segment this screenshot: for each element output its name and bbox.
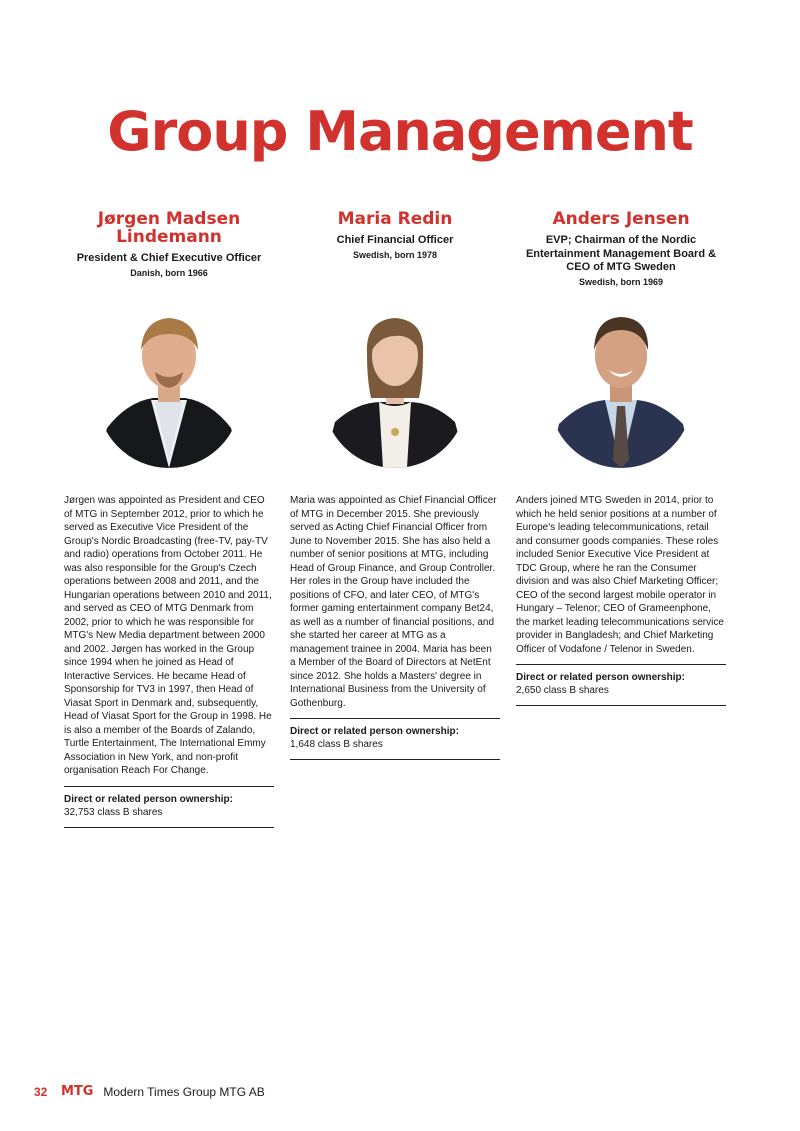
mtg-logo [61,1083,95,1102]
ownership-value: 2,650 class B shares [516,685,609,696]
ownership-label: Direct or related person ownership: [516,672,685,683]
ownership-value: 32,753 class B shares [64,806,163,818]
person-card-redin [290,210,500,760]
portrait-photo [323,310,467,468]
person-name: Anders Jensen [552,209,690,229]
person-name: Maria Redin [337,209,453,229]
logo-text: MTG [61,1083,94,1097]
person-header [290,210,500,482]
person-role: EVP; Chairman of the Nordic Entertainment Management Board & CEO of MTG Sweden [525,234,717,273]
page-title: Group Management [107,100,693,163]
ownership-block [64,787,274,828]
person-card-lindemann [64,210,274,828]
ownership-value: 1,648 class B shares [290,739,383,750]
person-bio: Anders joined MTG Sweden in 2014, prior to which he held senior positions at a number of Europe's leading telecommunications, retail and consumer goods companies. These roles included Senior Executive Vice President at TDC Group, where he ran the Consumer division and was also Chief Marketing Officer; CEO of the second largest mobile operator in Hungary – Telenor; CEO of Grameenphone, the market leading telecommunications service provider in Bangladesh; and Chief Marketing Officer of Vodafone / Telenor in Sweden. [516,495,724,655]
ownership-label: Direct or related person ownership: [290,726,459,737]
person-card-jensen [516,210,726,706]
ownership-block [516,665,726,706]
page-footer [34,1083,265,1101]
person-role: Chief Financial Officer [336,234,454,246]
person-role: President & Chief Executive Officer [76,252,262,264]
person-bio: Maria was appointed as Chief Financial Officer of MTG in December 2015. She previously served as Acting Chief Financial Officer from June to November 2015. She has also held a number of senior positions at MTG, including Head of Group Finance, and Group Controller. Her roles in the Group have included the positions of CFO, and later CEO, of MTG's former gaming entertainment company Bet24, as well as a number of financial positions, and she started her career at MTG as a management trainee in 2004. Maria has been a Member of the Board of Directors at NetEnt since 2012. She holds a Masters' degree in International Business from the University of Gothenburg. [290,495,497,709]
portrait-photo [97,310,241,468]
person-name: Jørgen Madsen Lindemann [97,209,241,247]
page-number: 32 [34,1085,48,1099]
person-header [516,210,726,482]
ownership-label: Direct or related person ownership: [64,793,233,805]
person-nationality: Swedish, born 1978 [352,249,438,260]
person-header [64,210,274,482]
company-name: Modern Times Group MTG AB [103,1085,265,1099]
person-nationality: Swedish, born 1969 [578,276,664,287]
person-nationality: Danish, born 1966 [130,267,208,278]
person-bio: Jørgen was appointed as President and CEO of MTG in September 2012, prior to which he served as Executive Vice President of the Group's Nordic Broadcasting (free-TV, pay-TV and radio) operations from October 2011. He was also responsible for the Group's Czech operations between 2008 and 2011, and the Hungarian operations between 2010 and 2011, and served as CEO of MTG Denmark from 2002, prior to which he was responsible for MTG's New Media department between 2000 and 2002. Jørgen has worked in the Group since 1994 when he joined as Head of Interactive Services. He became Head of Sponsorship for TV3 in 1997, then Head of Viasat Sport in Denmark and, subsequently, Head of Viasat Sport for the Group in 1998. He is also a member of the Boards of Zalando, Turtle Entertainment, The International Emmy Association in New York, and non-profit organisation Reach For Change. [64,495,272,776]
ownership-block [290,719,500,760]
portrait-photo [549,310,693,468]
